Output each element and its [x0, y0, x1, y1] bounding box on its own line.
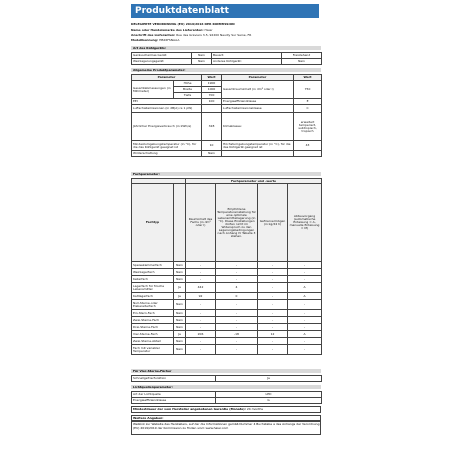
compartment-value: -	[258, 345, 288, 355]
general-table	[131, 74, 322, 157]
compartment-value: -	[186, 269, 216, 276]
column-header: Gefriervermögen (in kg/24 h)	[258, 184, 288, 262]
type-section-heading: Art des Kühlgeräts:	[131, 46, 321, 50]
compartment-value: -	[216, 262, 258, 269]
compartment-value: -	[258, 310, 288, 317]
climate-class-label: Klimaklasse:	[222, 113, 294, 141]
compartment-type: Null-Sterne-oder Eisbereiterfach	[132, 300, 174, 310]
type-value: Nein	[192, 59, 212, 65]
compartment-value: -	[216, 310, 258, 317]
compartment-value: Nein	[174, 276, 186, 283]
compartment-value: -	[258, 338, 288, 345]
compartment-value: -	[288, 269, 322, 276]
compartment-value: -	[288, 317, 322, 324]
max-temp-value: 43	[294, 141, 322, 151]
compartment-value: 92	[186, 293, 216, 300]
type-value: Nein	[282, 59, 322, 65]
compartment-value: Nein	[174, 310, 186, 317]
compartment-value: Ja	[174, 283, 186, 293]
compartment-value: -	[288, 300, 322, 310]
compartment-value: -	[186, 317, 216, 324]
compartment-type: Speisekammerfach	[132, 262, 174, 269]
compartment-value: -	[186, 310, 216, 317]
energy-consumption-label: Jährlicher Energieverbrauch (in kWh/a)	[132, 113, 202, 141]
column-header: Wert	[294, 75, 322, 81]
compartment-type: Vier-Sterne-Fach	[132, 331, 174, 338]
compartment-type: Fach mit variabler Temperatur	[132, 345, 174, 355]
compartment-value: -	[216, 345, 258, 355]
column-header: Fachtyp	[132, 184, 174, 262]
column-header: Parameter	[132, 75, 202, 81]
max-temp-label: Höchstumgebungstemperatur (in °C), für die das Kühlgerät geeignet ist	[222, 141, 294, 151]
total-volume-value: 750	[294, 81, 322, 99]
compartment-type: Lagerfach für frische Lebensmittel	[132, 283, 174, 293]
type-label: Bauart:	[212, 53, 282, 59]
column-header: Wert	[202, 75, 222, 81]
compartment-value: A	[288, 293, 322, 300]
column-header: Empfohlene Temperatureinstellung für eine optimale Lebensmittellagerung (in °C). Diese Einstellungen dürfen nicht im Widerspruch zu den Lagerungsbedingungen nach Anhang IV Tabelle 3 stehen.	[216, 184, 258, 262]
compartment-type: Drei-Sterne-Fach	[132, 324, 174, 331]
compartment-value: 442	[186, 283, 216, 293]
compartment-value: -	[258, 300, 288, 310]
min-temp-label: Mindestumgebungstemperatur (in °C), für die das Kühlgerät geeignet ist	[132, 141, 202, 151]
quick-freeze-label: Schnellgefrierfunktion	[132, 376, 216, 382]
compartment-value: -	[186, 345, 216, 355]
type-label: Weinlagerungsgerät:	[132, 59, 192, 65]
compartment-value: -	[216, 300, 258, 310]
compartment-value: Nein	[174, 345, 186, 355]
compartment-value: -	[186, 262, 216, 269]
compartment-value: -	[216, 338, 258, 345]
four-star-section-heading: Für Vier-Sterne-Fächer	[131, 369, 321, 373]
compartment-value: -	[258, 262, 288, 269]
compartment-row	[132, 317, 322, 324]
compartment-row	[132, 293, 322, 300]
dimension-name: Breite	[174, 87, 202, 93]
total-volume-label: Gesamtrauminhalt (in dm³ oder l)	[222, 81, 294, 99]
compartment-type: Weinlagerfach	[132, 269, 174, 276]
noise-class-label: Luftschallemissionsklasse	[222, 105, 294, 113]
noise-label: Luftschallemissionen (in dB(A) re 1 pW)	[132, 105, 202, 113]
type-table	[131, 52, 322, 65]
light-table	[131, 391, 322, 404]
energy-class-label: Energieeffizienzklasse	[222, 99, 294, 105]
quick-freeze-table	[131, 375, 322, 382]
column-header: Parameter	[222, 75, 294, 81]
compartment-value: 0	[216, 293, 258, 300]
dimension-value: 1000	[202, 87, 222, 93]
compartment-value: -	[288, 276, 322, 283]
compartment-type: Zwei-Sterne-Fach	[132, 317, 174, 324]
compartment-value: -	[216, 276, 258, 283]
compartment-value: Ja	[174, 293, 186, 300]
compartment-value: -	[288, 345, 322, 355]
compartment-group-header: Fachparameter und -werte	[186, 179, 322, 184]
compartment-row	[132, 300, 322, 310]
dimension-value: 1900	[202, 81, 222, 87]
light-class-label: Energieeffizienzklasse	[132, 398, 216, 404]
compartment-value: -	[258, 324, 288, 331]
compartment-value: 206	[186, 331, 216, 338]
column-header: Rauminhalt des Fachs (in dm³ oder l)	[186, 184, 216, 262]
quick-freeze-value: Ja	[216, 376, 322, 382]
winter-setting-label: Winterschaltung	[132, 151, 202, 157]
compartment-value: -	[186, 324, 216, 331]
compartment-value: -	[216, 324, 258, 331]
more-info-heading: Weitere Angaben:	[131, 415, 321, 421]
light-section-heading: Lichtquellenparameter:	[131, 385, 321, 389]
compartment-value: Nein	[174, 324, 186, 331]
compartment-value: Nein	[174, 262, 186, 269]
compartment-type: Kaltlagerfach	[132, 293, 174, 300]
compartment-value: -	[288, 338, 322, 345]
compartment-type: Zwei-Sterne-Abteil	[132, 338, 174, 345]
address-line: Anschrift des Lieferanten: Rue des Graviers 3-5, 92200 Neuilly Sur Seine, FR	[131, 33, 252, 37]
compartment-value: -	[288, 262, 322, 269]
light-type-label: Art der Lichtquelle	[132, 392, 216, 398]
compartment-row	[132, 262, 322, 269]
type-value: Freistehend	[282, 53, 322, 59]
compartment-value: -	[258, 293, 288, 300]
more-info-text: Weblink zur Website des Herstellers, auf der die Informationen gemäß Nummer 4 Buchstabe a des Anhangs der Verordnung (EU) 2019/2019 der Kommission zu finden sind: www.haier.com	[131, 421, 321, 435]
eei-label: EEI	[132, 99, 202, 105]
compartment-value: Ja	[174, 331, 186, 338]
compartment-value: 4	[216, 283, 258, 293]
compartment-row	[132, 324, 322, 331]
noise-value	[202, 105, 222, 113]
compartment-row	[132, 269, 322, 276]
compartment-value: -	[258, 276, 288, 283]
regulation-line: DELEGIERTE VERORDNUNG (EU) 2019/2016 DER KOMMISSION	[131, 22, 235, 26]
compartment-row	[132, 345, 322, 355]
compartment-value: A	[288, 331, 322, 338]
column-header	[174, 184, 186, 262]
compartment-row	[132, 331, 322, 338]
compartment-value: Nein	[174, 269, 186, 276]
compartment-value: A	[288, 283, 322, 293]
type-label: Anderes Kühlgerät:	[212, 59, 282, 65]
light-type-value: LED	[216, 392, 322, 398]
compartment-value: -	[288, 324, 322, 331]
compartment-value: -	[216, 317, 258, 324]
compartment-value: Nein	[174, 317, 186, 324]
type-label: Geräuscharmes Gerät:	[132, 53, 192, 59]
compartment-value: -	[258, 317, 288, 324]
energy-consumption-value: 328	[202, 113, 222, 141]
compartment-row	[132, 276, 322, 283]
general-section-heading: Allgemeine Produktparameter:	[131, 68, 321, 72]
min-temp-value: 10	[202, 141, 222, 151]
type-row	[132, 59, 322, 65]
compartment-table	[131, 178, 322, 355]
energy-class-value: E	[294, 99, 322, 105]
compartment-row	[132, 283, 322, 293]
compartment-value: -	[186, 338, 216, 345]
model-line: Modellkennung: HB26FSNAAA	[131, 38, 180, 42]
climate-class-value: erweitert temperiert, subtropisch, tropisch	[294, 113, 322, 141]
compartment-row	[132, 310, 322, 317]
compartment-value: -	[186, 276, 216, 283]
compartment-value: Nein	[174, 338, 186, 345]
compartment-value: Nein	[174, 300, 186, 310]
supplier-line: Name oder Handelsmarke des Lieferanten: Haier	[131, 28, 213, 32]
page-title: Produktdatenblatt	[131, 4, 319, 18]
compartment-type: Ein-Stern-Fach	[132, 310, 174, 317]
warranty-row: Mindestdauer der vom Hersteller angebotenen Garantie (Monate): 24 months	[131, 406, 321, 413]
compartment-value: -	[258, 283, 288, 293]
compartment-row	[132, 338, 322, 345]
type-value: Nein	[192, 53, 212, 59]
compartment-value: -	[216, 269, 258, 276]
compartment-value: 12	[258, 331, 288, 338]
light-class-value: G	[216, 398, 322, 404]
dimensions-label: Gesamtabmessungen (in Millimeter)	[132, 81, 174, 99]
compartment-rows	[132, 262, 322, 355]
compartment-value: -18	[216, 331, 258, 338]
compartment-type: Kellerfach	[132, 276, 174, 283]
dimension-name: Höhe	[174, 81, 202, 87]
compartment-value: -	[186, 300, 216, 310]
winter-setting-value: Nein	[202, 151, 222, 157]
column-header: Abtauvorgang (automatische Enteisung = A, manuelle Enteisung = M)	[288, 184, 322, 262]
compartment-value: -	[258, 269, 288, 276]
compartment-value: -	[288, 310, 322, 317]
dimension-name: Tiefe	[174, 93, 202, 99]
dimension-value: 700	[202, 93, 222, 99]
noise-class-value: C	[294, 105, 322, 113]
eei-value: 100	[202, 99, 222, 105]
compartment-section-heading: Fachparameter:	[131, 172, 321, 176]
